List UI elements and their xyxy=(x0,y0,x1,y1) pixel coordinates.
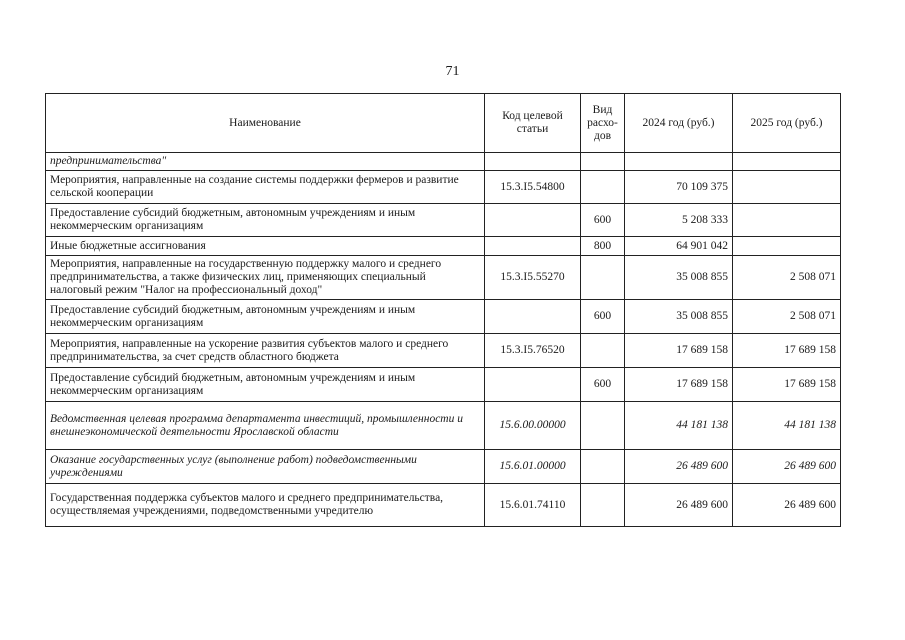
table-row xyxy=(46,204,841,237)
table-row xyxy=(46,171,841,204)
table-row xyxy=(46,237,841,256)
cell-vid: 600 xyxy=(581,300,625,334)
cell-name: Предоставление субсидий бюджетным, автономным учреждениям и иным некоммерческим организациям xyxy=(46,204,485,237)
cell-code xyxy=(485,368,581,402)
cell-name: Мероприятия, направленные на создание системы поддержки фермеров и развитие сельской кооперации xyxy=(46,171,485,204)
cell-2024: 70 109 375 xyxy=(625,171,733,204)
cell-2025: 26 489 600 xyxy=(733,484,841,527)
cell-2024: 5 208 333 xyxy=(625,204,733,237)
cell-2024: 44 181 138 xyxy=(625,402,733,450)
cell-2024: 35 008 855 xyxy=(625,300,733,334)
table-header-row xyxy=(46,94,841,153)
cell-name: Мероприятия, направленные на ускорение развития субъектов малого и среднего предпринимательства, за счет средств областного бюджета xyxy=(46,334,485,368)
cell-code: 15.3.I5.55270 xyxy=(485,256,581,300)
cell-2025 xyxy=(733,171,841,204)
cell-vid: 600 xyxy=(581,368,625,402)
header-name: Наименование xyxy=(46,94,485,153)
cell-name: Мероприятия, направленные на государственную поддержку малого и среднего предпринимательства, а также физических лиц, применяющих специальный налоговый режим "Налог на профессиональный доход" xyxy=(46,256,485,300)
cell-2024: 35 008 855 xyxy=(625,256,733,300)
cell-2025: 17 689 158 xyxy=(733,334,841,368)
table-row xyxy=(46,484,841,527)
header-2025: 2025 год (руб.) xyxy=(733,94,841,153)
header-code: Код целевой статьи xyxy=(485,94,581,153)
cell-2024: 64 901 042 xyxy=(625,237,733,256)
cell-2025 xyxy=(733,153,841,171)
cell-vid xyxy=(581,334,625,368)
cell-2025: 2 508 071 xyxy=(733,256,841,300)
cell-2025 xyxy=(733,204,841,237)
header-vid: Вид расхо-дов xyxy=(581,94,625,153)
table-row xyxy=(46,256,841,300)
cell-vid xyxy=(581,171,625,204)
cell-2024: 26 489 600 xyxy=(625,450,733,484)
cell-code: 15.6.01.00000 xyxy=(485,450,581,484)
cell-2025: 26 489 600 xyxy=(733,450,841,484)
cell-code xyxy=(485,204,581,237)
cell-vid xyxy=(581,402,625,450)
cell-name: Оказание государственных услуг (выполнение работ) подведомственными учреждениями xyxy=(46,450,485,484)
cell-name: предпринимательства" xyxy=(46,153,485,171)
cell-name: Государственная поддержка субъектов малого и среднего предпринимательства, осуществляемая учреждениями, подведомственными учредителю xyxy=(46,484,485,527)
cell-code: 15.6.01.74110 xyxy=(485,484,581,527)
cell-name: Предоставление субсидий бюджетным, автономным учреждениям и иным некоммерческим организациям xyxy=(46,368,485,402)
cell-vid: 800 xyxy=(581,237,625,256)
cell-vid xyxy=(581,153,625,171)
cell-2024: 17 689 158 xyxy=(625,334,733,368)
cell-code: 15.3.I5.76520 xyxy=(485,334,581,368)
cell-code: 15.3.I5.54800 xyxy=(485,171,581,204)
table-row xyxy=(46,334,841,368)
table-row xyxy=(46,450,841,484)
table-row xyxy=(46,153,841,171)
cell-2024 xyxy=(625,153,733,171)
table-row xyxy=(46,368,841,402)
cell-name: Предоставление субсидий бюджетным, автономным учреждениям и иным некоммерческим организациям xyxy=(46,300,485,334)
table-row xyxy=(46,300,841,334)
budget-table xyxy=(45,93,841,527)
cell-2024: 17 689 158 xyxy=(625,368,733,402)
cell-vid xyxy=(581,256,625,300)
cell-2025 xyxy=(733,237,841,256)
cell-vid: 600 xyxy=(581,204,625,237)
cell-code xyxy=(485,153,581,171)
cell-code xyxy=(485,237,581,256)
cell-code xyxy=(485,300,581,334)
cell-2025: 2 508 071 xyxy=(733,300,841,334)
cell-2025: 44 181 138 xyxy=(733,402,841,450)
cell-2025: 17 689 158 xyxy=(733,368,841,402)
cell-vid xyxy=(581,450,625,484)
cell-vid xyxy=(581,484,625,527)
table-row xyxy=(46,402,841,450)
page-number: 71 xyxy=(445,64,460,79)
cell-name: Ведомственная целевая программа департамента инвестиций, промышленности и внешнеэкономической деятельности Ярославской области xyxy=(46,402,485,450)
cell-2024: 26 489 600 xyxy=(625,484,733,527)
cell-code: 15.6.00.00000 xyxy=(485,402,581,450)
cell-name: Иные бюджетные ассигнования xyxy=(46,237,485,256)
header-2024: 2024 год (руб.) xyxy=(625,94,733,153)
